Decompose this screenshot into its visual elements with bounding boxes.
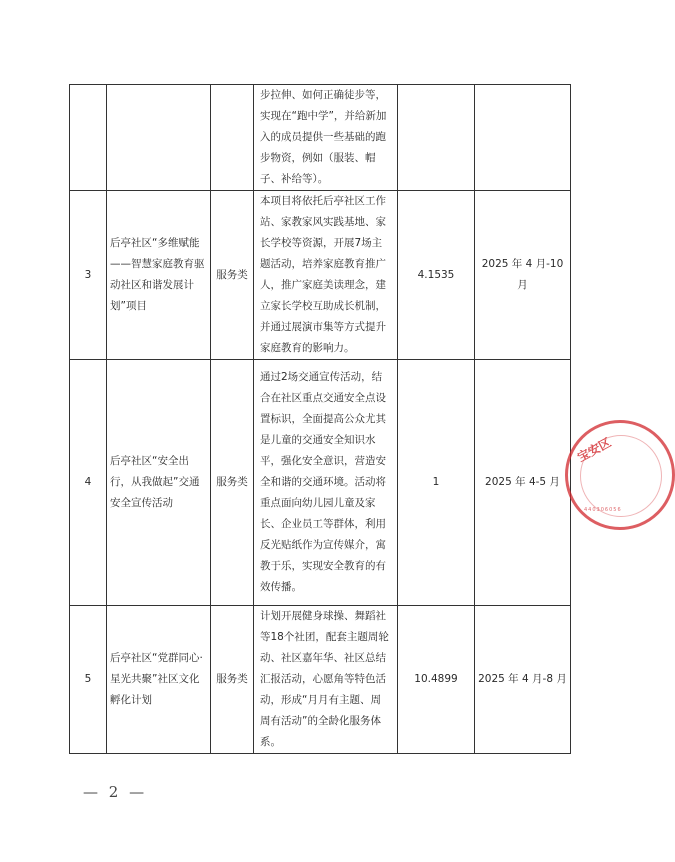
cell-name — [107, 85, 211, 191]
cell-content — [254, 360, 398, 606]
table-row — [70, 85, 571, 191]
cell-period — [475, 85, 571, 191]
official-seal-stamp — [565, 420, 675, 530]
cell-type: 服务类 — [211, 191, 254, 360]
content-text: 步拉伸、如何正确徒步等，实现在“跑中学”，并给新加入的成员提供一些基础的跑步物资，例如（服装、帽子、补给等）。 — [260, 89, 387, 185]
cell-type: 服务类 — [211, 360, 254, 606]
content-text: 计划开展健身球操、舞蹈社等18个社团，配套主题周轮动、社区嘉年华、社区总结汇报活动，心愿角等特色活动，形成“月月有主题、周周有活动”的全龄化服务体系。 — [260, 610, 389, 748]
cell-no: 5 — [70, 606, 107, 754]
cell-name: 后亭社区“多维赋能——智慧家庭教育驱动社区和谐发展计划”项目 — [107, 191, 211, 360]
seal-text: 宝安区 — [575, 435, 614, 465]
table-row — [70, 360, 571, 606]
cell-no: 4 — [70, 360, 107, 606]
cell-period: 2025 年 4 月-8 月 — [475, 606, 571, 754]
cell-amount: 1 — [398, 360, 475, 606]
page-number: — 2 — — [83, 783, 148, 801]
content-text: 本项目将依托后亭社区工作站、家教家风实践基地、家长学校等资源，开展7场主题活动，培养家庭教育推广人，推广家庭美读理念，建立家长学校互助成长机制，并通过展演市集等方式提升家庭教育的影响力。 — [260, 195, 386, 354]
cell-period: 2025 年 4-5 月 — [475, 360, 571, 606]
cell-name: 后亭社区“党群同心·星光共聚”社区文化孵化计划 — [107, 606, 211, 754]
cell-type — [211, 85, 254, 191]
seal-number: 440306056 — [584, 507, 622, 513]
content-text: 通过2场交通宣传活动，结合在社区重点交通安全点设置标识，全面提高公众尤其是儿童的交通安全知识水平，强化安全意识，营造安全和谐的交通环境。活动将重点面向幼儿园儿童及家长、企业员工等群体，利用反光贴纸作为宣传媒介，寓教于乐，实现安全教育的有效传播。 — [260, 371, 386, 593]
cell-name: 后亭社区“安全出行，从我做起”交通安全宣传活动 — [107, 360, 211, 606]
cell-period: 2025 年 4 月-10 月 — [475, 191, 571, 360]
cell-content — [254, 191, 398, 360]
cell-amount: 4.1535 — [398, 191, 475, 360]
table-row — [70, 606, 571, 754]
cell-content — [254, 606, 398, 754]
cell-no — [70, 85, 107, 191]
cell-content — [254, 85, 398, 191]
table-row — [70, 191, 571, 360]
project-table — [69, 84, 571, 754]
cell-no: 3 — [70, 191, 107, 360]
cell-amount: 10.4899 — [398, 606, 475, 754]
cell-type: 服务类 — [211, 606, 254, 754]
cell-amount — [398, 85, 475, 191]
